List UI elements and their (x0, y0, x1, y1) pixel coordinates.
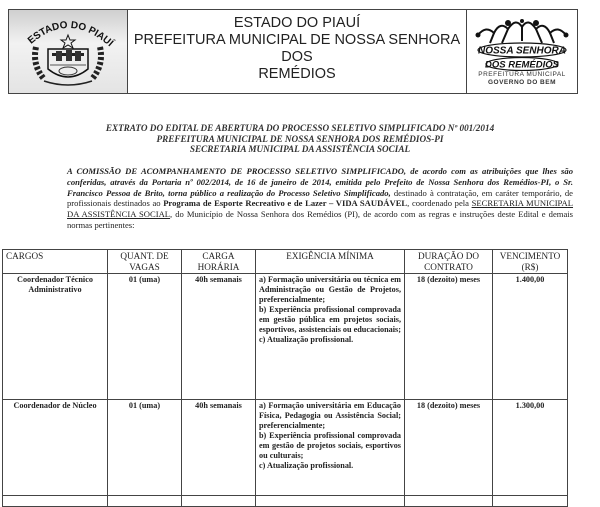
header-duracao: DURAÇÃO DO CONTRATO (405, 250, 493, 274)
extract-heading-line-1: EXTRATO DO EDITAL DE ABERTURA DO PROCESSO SELETIVO SIMPLIFICADO Nº 001/2014 (105, 123, 495, 133)
requirement-c: c) Atualização profissional. (259, 335, 354, 344)
municipality-logo (466, 10, 577, 93)
logo-line-2: DOS REMÉDIOS (485, 59, 559, 70)
state-coat-of-arms-logo (9, 10, 128, 93)
requirement-a: a) Formação universitária em Educação Física, Pedagogia ou Assistência Social; preferencialmente; (259, 401, 401, 430)
program-name: Programa de Esporte Recreativo e de Lazer – VIDA SAUDÁVEL (163, 198, 408, 209)
positions-table (2, 249, 568, 507)
cell-duracao: 18 (dezoito) meses (405, 400, 493, 496)
extract-heading (0, 123, 600, 155)
cell-cargo: Coordenador Técnico Administrativo (3, 274, 108, 400)
table-row (3, 274, 568, 400)
requirement-b: b) Experiência profissional comprovada em gestão pública em projetos sociais, esportivos, assistenciais ou educacionais; (259, 305, 401, 334)
intro-paragraph (67, 166, 573, 231)
header-vencimento: VENCIMENTO (R$) (493, 250, 568, 274)
intro-text-2: , coordenado pela (407, 198, 472, 209)
logo-line-3: PREFEITURA MUNICIPAL (478, 70, 566, 78)
header-title-line-1: ESTADO DO PIAUÍ (233, 14, 361, 31)
table-row-cut-off (3, 496, 568, 507)
header-vagas: QUANT. DE VAGAS (108, 250, 182, 274)
intro-italic-text: A COMISSÃO DE ACOMPANHAMENTO DE PROCESSO SELETIVO SIMPLIFICADO, de acordo com as atribuições que lhes são conferidas, através da Portaria nº 002/2014, de 16 de janeiro de 2014, emitida pelo Prefeito de Nossa Senhora dos Remédios-PI, o Sr. Francisco Pessoa de Brito, torna público a realização do Processo Seletivo Simplificado, (67, 166, 573, 198)
cell-exigencia (256, 274, 405, 400)
header-cargos: CARGOS (3, 250, 108, 274)
cell-vagas: 01 (uma) (108, 274, 182, 400)
cell-carga: 40h semanais (182, 400, 256, 496)
intro-text-3: , do Município de Nossa Senhora dos Remédios (PI), de acordo com as regras e instruções deste Edital e demais normas pertinentes: (67, 209, 573, 230)
letterhead (8, 9, 578, 94)
header-title-line-2: PREFEITURA MUNICIPAL DE NOSSA SENHORA DOS (133, 31, 461, 65)
crown-icon (472, 17, 572, 71)
requirement-c: c) Atualização profissional. (259, 461, 354, 470)
table-header-row (3, 250, 568, 274)
cell-vagas: 01 (uma) (108, 400, 182, 496)
requirement-b: b) Experiência profissional comprovada em gestão de projetos sociais, esportivos ou culturais; (259, 431, 401, 460)
logo-line-1: NOSSA SENHORA (478, 45, 566, 56)
table-row (3, 400, 568, 496)
cell-cargo: Coordenador de Núcleo (3, 400, 108, 496)
cell-carga: 40h semanais (182, 274, 256, 400)
intro-text-1: destinado à contratação, em caráter temporário, de profissionais destinados ao (67, 187, 573, 209)
cell-exigencia (256, 400, 405, 496)
logo-line-4: GOVERNO DO BEM (487, 78, 557, 86)
secretaria-name: SECRETARIA MUNICIPAL DA ASSISTÊNCIA SOCIAL (67, 198, 574, 220)
cell-vencimento: 1.400,00 (493, 274, 568, 400)
requirement-a: a) Formação universitária ou técnica em Administração ou Gestão de Projetos, preferencialmente; (259, 275, 401, 304)
header-title-line-3: REMÉDIOS (258, 65, 336, 82)
extract-heading-line-2: PREFEITURA MUNICIPAL DE NOSSA SENHORA DOS REMÉDIOS-PI (156, 133, 444, 144)
header-title (128, 10, 466, 93)
cell-duracao: 18 (dezoito) meses (405, 274, 493, 400)
header-carga: CARGA HORÁRIA (182, 250, 256, 274)
extract-heading-line-3: SECRETARIA MUNICIPAL DA ASSISTÊNCIA SOCIAL (189, 144, 411, 154)
header-exigencia: EXIGÊNCIA MÍNIMA (256, 250, 405, 274)
cell-vencimento: 1.300,00 (493, 400, 568, 496)
coat-of-arms-icon (14, 13, 122, 91)
logo-state-label: ESTADO DO PIAUÍ (26, 19, 116, 49)
